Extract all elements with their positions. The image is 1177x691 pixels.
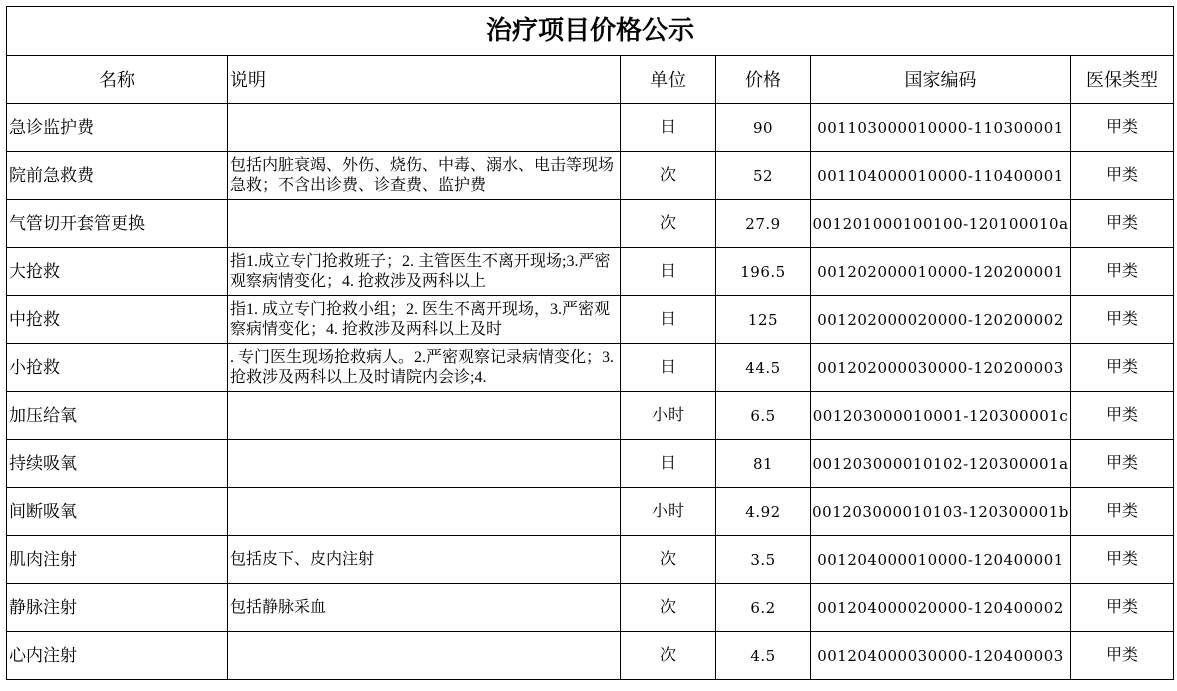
cell-insurance-type: 甲类 [1071,392,1174,440]
cell-price: 4.92 [716,488,811,536]
cell-name: 静脉注射 [7,584,228,632]
cell-price: 81 [716,440,811,488]
cell-insurance-type: 甲类 [1071,152,1174,200]
cell-price: 27.9 [716,200,811,248]
header-desc: 说明 [228,56,621,104]
page-title: 治疗项目价格公示 [7,7,1174,56]
cell-insurance-type: 甲类 [1071,440,1174,488]
table-row [7,248,1174,296]
cell-price: 90 [716,104,811,152]
cell-code: 001204000020000-120400002 [811,584,1071,632]
cell-unit: 日 [621,248,716,296]
cell-name: 持续吸氧 [7,440,228,488]
table-row [7,632,1174,680]
cell-name: 急诊监护费 [7,104,228,152]
cell-insurance-type: 甲类 [1071,104,1174,152]
cell-code: 001204000030000-120400003 [811,632,1071,680]
cell-insurance-type: 甲类 [1071,200,1174,248]
cell-price: 52 [716,152,811,200]
cell-insurance-type: 甲类 [1071,488,1174,536]
cell-insurance-type: 甲类 [1071,248,1174,296]
cell-code: 001201000100100-120100010a [811,200,1071,248]
cell-price: 6.2 [716,584,811,632]
cell-code: 001103000010000-110300001 [811,104,1071,152]
cell-insurance-type: 甲类 [1071,344,1174,392]
cell-desc: . 专门医生现场抢救病人。2.严密观察记录病情变化；3. 抢救涉及两科以上及时请院内会诊;4. [228,344,621,392]
cell-insurance-type: 甲类 [1071,584,1174,632]
table-row [7,392,1174,440]
cell-code: 001202000020000-120200002 [811,296,1071,344]
header-insurance-type: 医保类型 [1071,56,1174,104]
cell-name: 中抢救 [7,296,228,344]
cell-unit: 次 [621,584,716,632]
cell-name: 加压给氧 [7,392,228,440]
header-unit: 单位 [621,56,716,104]
cell-price: 3.5 [716,536,811,584]
cell-desc: 包括皮下、皮内注射 [228,536,621,584]
header-code: 国家编码 [811,56,1071,104]
cell-code: 001104000010000-110400001 [811,152,1071,200]
cell-desc [228,440,621,488]
cell-unit: 次 [621,536,716,584]
cell-price: 4.5 [716,632,811,680]
table-row [7,200,1174,248]
cell-desc: 包括内脏衰竭、外伤、烧伤、中毒、溺水、电击等现场急救；不含出诊费、诊查费、监护费 [228,152,621,200]
cell-name: 间断吸氧 [7,488,228,536]
cell-desc [228,104,621,152]
cell-name: 肌肉注射 [7,536,228,584]
header-row [7,56,1174,104]
cell-code: 001202000010000-120200001 [811,248,1071,296]
cell-code: 001203000010001-120300001c [811,392,1071,440]
title-row [7,7,1174,56]
cell-desc: 指1. 成立专门抢救小组；2. 医生不离开现场，3.严密观察病情变化；4. 抢救涉及两科以上及时 [228,296,621,344]
cell-unit: 次 [621,632,716,680]
cell-desc [228,200,621,248]
cell-insurance-type: 甲类 [1071,632,1174,680]
cell-price: 196.5 [716,248,811,296]
cell-insurance-type: 甲类 [1071,536,1174,584]
price-table [6,6,1174,680]
table-row [7,584,1174,632]
cell-unit: 日 [621,296,716,344]
cell-desc [228,392,621,440]
cell-price: 125 [716,296,811,344]
table-row [7,488,1174,536]
cell-unit: 次 [621,200,716,248]
cell-unit: 日 [621,440,716,488]
header-price: 价格 [716,56,811,104]
cell-code: 001203000010102-120300001a [811,440,1071,488]
cell-name: 大抢救 [7,248,228,296]
cell-name: 气管切开套管更换 [7,200,228,248]
table-row [7,344,1174,392]
cell-desc [228,488,621,536]
table-row [7,104,1174,152]
cell-unit: 小时 [621,392,716,440]
table-row [7,152,1174,200]
cell-desc: 指1.成立专门抢救班子；2. 主管医生不离开现场;3.严密观察病情变化；4. 抢救涉及两科以上 [228,248,621,296]
cell-desc [228,632,621,680]
cell-unit: 日 [621,344,716,392]
cell-price: 44.5 [716,344,811,392]
table-row [7,536,1174,584]
cell-name: 院前急救费 [7,152,228,200]
header-name: 名称 [7,56,228,104]
cell-code: 001202000030000-120200003 [811,344,1071,392]
cell-desc: 包括静脉采血 [228,584,621,632]
table-row [7,440,1174,488]
cell-insurance-type: 甲类 [1071,296,1174,344]
cell-unit: 次 [621,152,716,200]
cell-name: 心内注射 [7,632,228,680]
cell-unit: 小时 [621,488,716,536]
cell-price: 6.5 [716,392,811,440]
table-row [7,296,1174,344]
cell-code: 001204000010000-120400001 [811,536,1071,584]
cell-code: 001203000010103-120300001b [811,488,1071,536]
cell-unit: 日 [621,104,716,152]
cell-name: 小抢救 [7,344,228,392]
